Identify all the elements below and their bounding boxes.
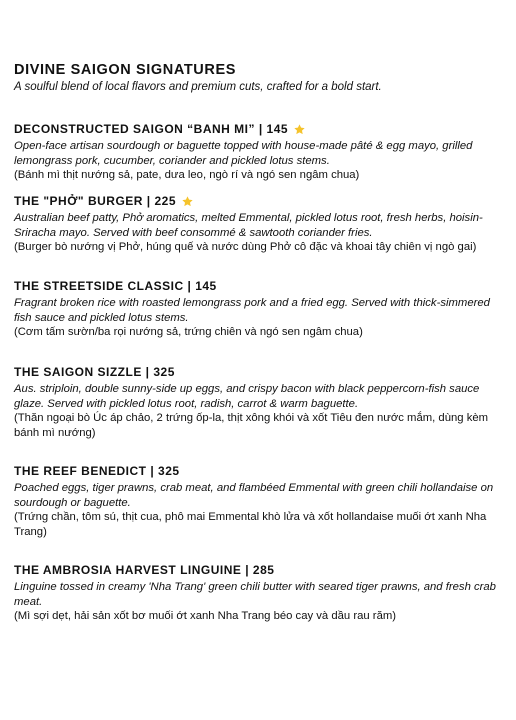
item-title: THE "PHỞ" BURGER | 225: [14, 194, 177, 208]
item-title-row: [14, 464, 508, 479]
item-description: Linguine tossed in creamy 'Nha Trang' green chili butter with seared tiger prawns, and fresh crab meat.: [14, 581, 496, 608]
item-title: THE STREETSIDE CLASSIC | 145: [14, 279, 217, 293]
item-title-row: [14, 279, 508, 294]
item-title: THE SAIGON SIZZLE | 325: [14, 365, 175, 379]
item-description: Fragrant broken rice with roasted lemongrass pork and a fried egg. Served with thick-simmered fish sauce and pickled lotus stems.: [14, 297, 490, 324]
item-description: Australian beef patty, Phở aromatics, melted Emmental, pickled lotus root, fresh herbs, hoisin-Sriracha mayo. Served with beef consommé & sawtooth coriander fries.: [14, 212, 483, 239]
menu-page: [14, 62, 508, 622]
item-title: THE AMBROSIA HARVEST LINGUINE | 285: [14, 563, 275, 577]
item-vietnamese: (Trứng chần, tôm sú, thịt cua, phô mai Emmental khò lửa và xốt hollandaise muối ớt xanh Nha Trang): [14, 511, 487, 538]
section-subtitle: A soulful blend of local flavors and premium cuts, crafted for a bold start.: [14, 81, 382, 93]
item-description: Open-face artisan sourdough or baguette topped with house-made pâté & egg mayo, grilled lemongrass pork, cucumber, coriander and pickled lotus stems.: [14, 140, 473, 167]
item-title-row: [14, 365, 508, 380]
item-title: DECONSTRUCTED SAIGON “BANH MI” | 145: [14, 122, 289, 136]
section-title: DIVINE SAIGON SIGNATURES: [14, 62, 236, 78]
menu-item-ambrosia-linguine: [14, 563, 508, 624]
item-title-row: [14, 194, 508, 209]
item-vietnamese: (Mì sợi dẹt, hải sản xốt bơ muối ớt xanh Nha Trang béo cay và dầu rau răm): [14, 610, 397, 622]
star-icon: [293, 123, 306, 136]
item-title: THE REEF BENEDICT | 325: [14, 464, 180, 478]
item-description: Aus. striploin, double sunny-side up eggs, and crispy bacon with black peppercorn-fish sauce glaze. Served with pickled lotus root, radish, carrot & warm baguette.: [14, 383, 480, 410]
menu-item-pho-burger: [14, 194, 508, 255]
star-icon: [181, 195, 194, 208]
menu-item-streetside-classic: [14, 279, 508, 340]
item-vietnamese: (Thăn ngoại bò Úc áp chảo, 2 trứng ốp-la, thịt xông khói và xốt Tiêu đen nước mắm, dùng kèm bánh mì nướng): [14, 412, 489, 439]
item-description: Poached eggs, tiger prawns, crab meat, and flambéed Emmental with green chili hollandaise on sourdough or baguette.: [14, 482, 494, 509]
menu-item-reef-benedict: [14, 464, 508, 539]
item-vietnamese: (Cơm tấm sườn/ba rọi nướng sả, trứng chiên và ngó sen ngâm chua): [14, 326, 363, 338]
item-title-row: [14, 122, 508, 137]
item-title-row: [14, 563, 508, 578]
item-vietnamese: (Burger bò nướng vị Phở, húng quế và nước dùng Phở cô đặc và khoai tây chiên vị ngò gai): [14, 241, 477, 253]
menu-item-banh-mi: [14, 122, 508, 183]
item-vietnamese: (Bánh mì thịt nướng sả, pate, dưa leo, ngò rí và ngó sen ngâm chua): [14, 169, 360, 181]
menu-item-saigon-sizzle: [14, 365, 508, 440]
